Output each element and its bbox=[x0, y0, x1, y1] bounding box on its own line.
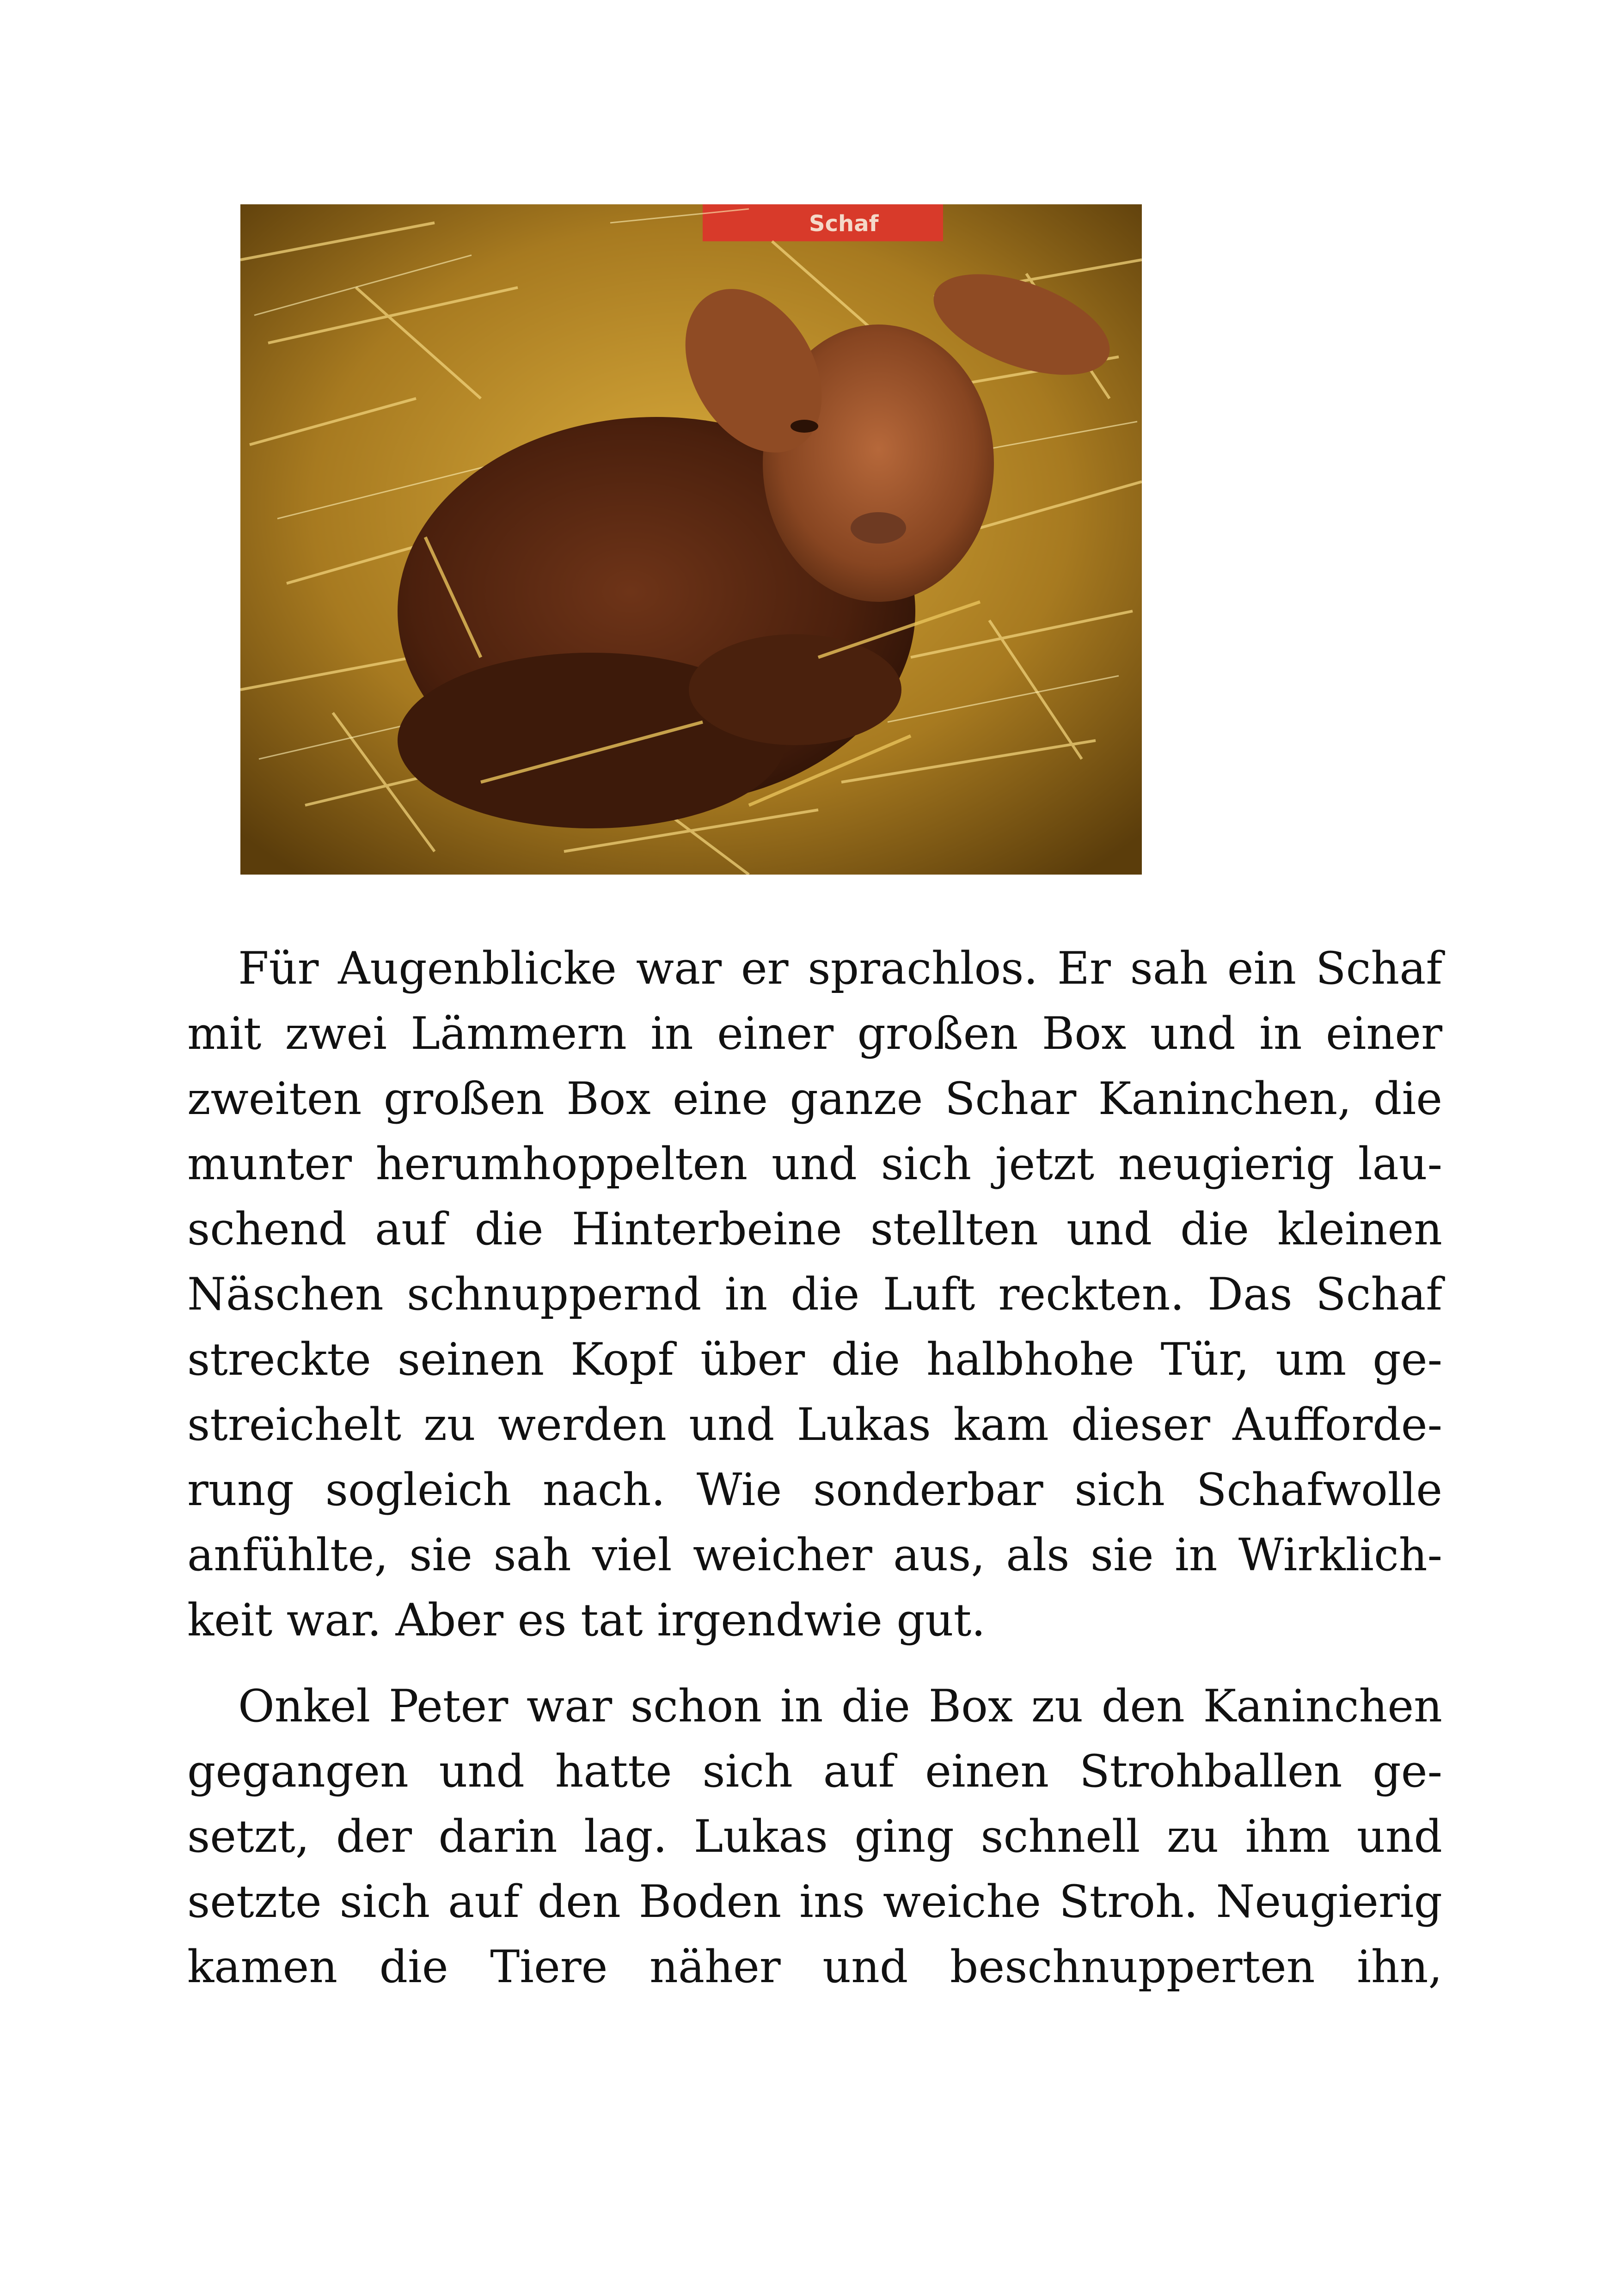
text-line: mit zwei Lämmern in einer großen Box und in einer bbox=[187, 1008, 1442, 1059]
text-line: rung sogleich nach. Wie sonderbar sich Schafwolle bbox=[187, 1464, 1442, 1516]
text-line: Näschen schnuppernd in die Luft reckten. Das Schaf bbox=[187, 1268, 1442, 1320]
text-line: streichelt zu werden und Lukas kam dieser Aufforde- bbox=[187, 1399, 1442, 1451]
text-line: gegangen und hatte sich auf einen Strohballen ge- bbox=[187, 1745, 1442, 1797]
text-line: zweiten großen Box eine ganze Schar Kaninchen, die bbox=[187, 1073, 1442, 1125]
text-line: kamen die Tiere näher und beschnupperten ihn, bbox=[187, 1941, 1442, 1993]
lamb-in-straw-image bbox=[240, 204, 1142, 875]
paragraph-2 bbox=[187, 1674, 1442, 2000]
text-line: schend auf die Hinterbeine stellten und die kleinen bbox=[187, 1203, 1442, 1255]
text-line: Onkel Peter war schon in die Box zu den Kaninchen bbox=[238, 1680, 1442, 1732]
body-text bbox=[187, 936, 1442, 2000]
text-line: Für Augenblicke war er sprachlos. Er sah ein Schaf bbox=[238, 943, 1442, 994]
text-line: munter herumhoppelten und sich jetzt neugierig lau- bbox=[187, 1138, 1442, 1190]
sign-text: Schaf bbox=[809, 211, 879, 237]
text-line: setzte sich auf den Boden ins weiche Stroh. Neugierig bbox=[187, 1876, 1442, 1928]
paragraph-1 bbox=[187, 936, 1442, 1653]
text-line: streckte seinen Kopf über die halbhohe Tür, um ge- bbox=[187, 1334, 1442, 1385]
lamb-photo bbox=[240, 204, 1142, 875]
text-line: setzt, der darin lag. Lukas ging schnell zu ihm und bbox=[187, 1811, 1442, 1862]
text-line: anfühlte, sie sah viel weicher aus, als sie in Wirklich- bbox=[187, 1529, 1442, 1581]
text-line: keit war. Aber es tat irgendwie gut. bbox=[187, 1594, 986, 1646]
